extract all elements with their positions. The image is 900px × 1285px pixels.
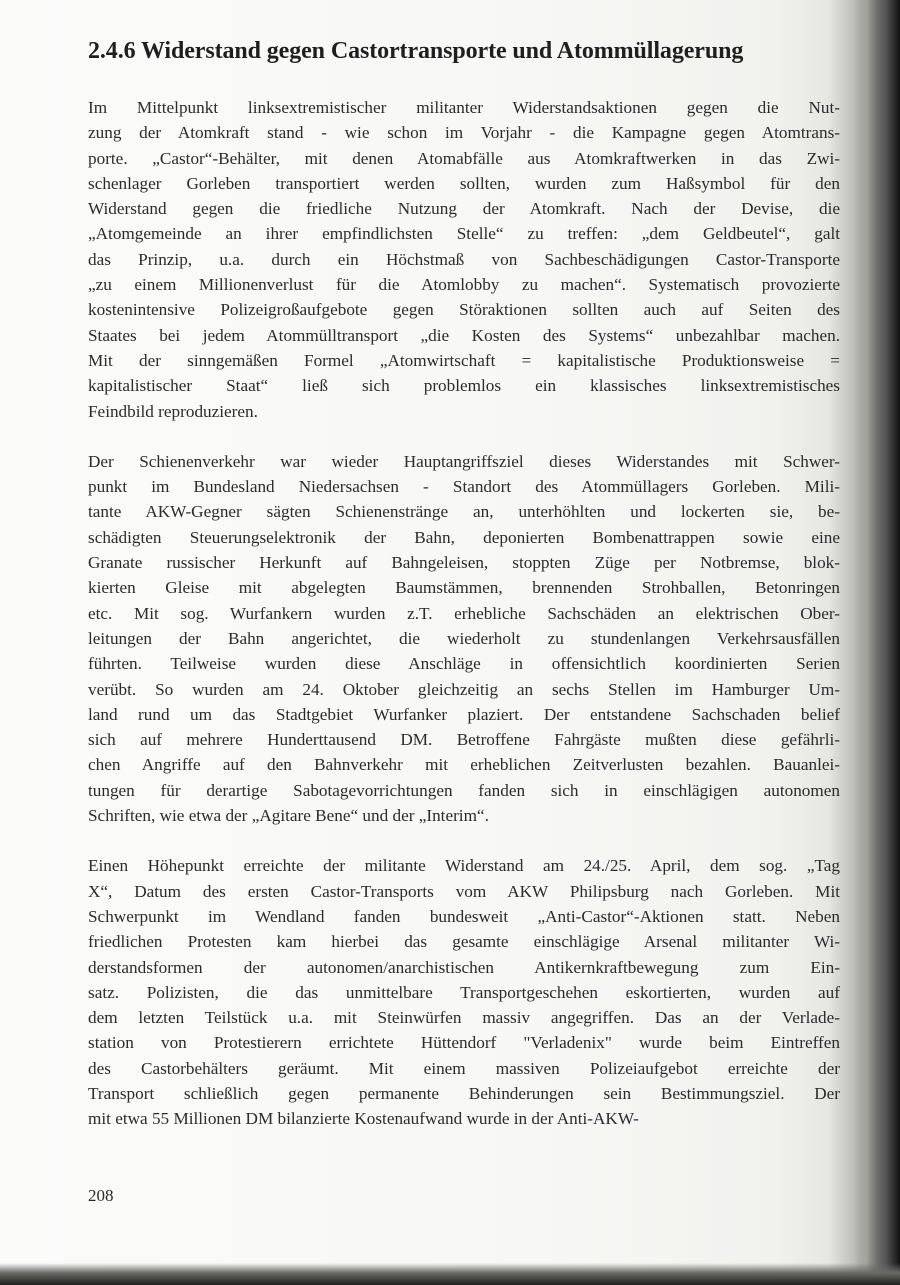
text-line: zung der Atomkraft stand - wie schon im Vorjahr - die Kampagne gegen Atomtrans-: [88, 123, 840, 143]
paragraph-gap: [88, 828, 840, 853]
text-line: land rund um das Stadtgebiet Wurfanker plaziert. Der entstandene Sachschaden belief: [88, 704, 840, 724]
text-line: punkt im Bundesland Niedersachsen - Standort des Atommüllagers Gorleben. Mili-: [88, 477, 840, 497]
text-line: Schwerpunkt im Wendland fanden bundesweit „Anti-Castor“-Aktionen statt. Neben: [88, 906, 840, 926]
text-line: kostenintensive Polizeigroßaufgebote gegen Störaktionen sollten auch auf Seiten des: [88, 300, 840, 320]
page-number: 208: [88, 1186, 114, 1205]
paragraph-gap: [88, 424, 840, 449]
section-heading: 2.4.6 Widerstand gegen Castortransporte und Atommüllagerung: [88, 38, 744, 64]
text-line: „Atomgemeinde an ihrer empfindlichsten Stelle“ zu treffen: „dem Geldbeutel“, galt: [88, 224, 840, 244]
text-line: friedlichen Protesten kam hierbei das gesamte einschlägige Arsenal militanter Wi-: [88, 932, 840, 952]
text-line: schenlager Gorleben transportiert werden sollten, wurden zum Haßsymbol für den: [88, 173, 840, 193]
text-line: Feindbild reproduzieren.: [88, 401, 258, 421]
paragraph: [88, 449, 840, 828]
text-line: Transport schließlich gegen permanente Behinderungen sein Bestimmungsziel. Der: [88, 1083, 840, 1103]
text-line: das Prinzip, u.a. durch ein Höchstmaß von Sachbeschädigungen Castor-Transporte: [88, 249, 840, 269]
paragraph: [88, 853, 840, 1131]
book-spine-shadow: [852, 0, 900, 1285]
text-line: sich auf mehrere Hunderttausend DM. Betroffene Fahrgäste mußten diese gefährli-: [88, 730, 840, 750]
text-line: kierten Gleise mit abgelegten Baumstämmen, brennenden Strohballen, Betonringen: [88, 578, 840, 598]
text-line: Der Schienenverkehr war wieder Hauptangriffsziel dieses Widerstandes mit Schwer-: [88, 451, 840, 471]
text-line: mit etwa 55 Millionen DM bilanzierte Kostenaufwand wurde in der Anti-AKW-: [88, 1109, 639, 1129]
text-line: Widerstand gegen die friedliche Nutzung der Atomkraft. Nach der Devise, die: [88, 199, 840, 219]
text-line: derstandsformen der autonomen/anarchistischen Antikernkraftbewegung zum Ein-: [88, 957, 840, 977]
text-line: leitungen der Bahn angerichtet, die wiederholt zu stundenlangen Verkehrsausfällen: [88, 628, 840, 648]
text-line: chen Angriffe auf den Bahnverkehr mit erheblichen Zeitverlusten bezahlen. Bauanlei-: [88, 755, 840, 775]
paragraph: [88, 95, 840, 424]
text-line: verübt. So wurden am 24. Oktober gleichzeitig an sechs Stellen im Hamburger Um-: [88, 679, 840, 699]
text-line: „zu einem Millionenverlust für die Atomlobby zu machen“. Systematisch provozierte: [88, 275, 840, 295]
text-line: tante AKW-Gegner sägten Schienenstränge an, unterhöhlten und lockerten sie, be-: [88, 502, 840, 522]
text-line: tungen für derartige Sabotagevorrichtungen fanden sich in einschlägigen autonomen: [88, 780, 840, 800]
text-line: dem letzten Teilstück u.a. mit Steinwürfen massiv angegriffen. Das an der Verlade-: [88, 1008, 840, 1028]
text-line: X“, Datum des ersten Castor-Transports vom AKW Philipsburg nach Gorleben. Mit: [88, 881, 840, 901]
page-bottom-edge: [0, 1263, 900, 1285]
page-content: [88, 38, 840, 1132]
text-line: kapitalistischer Staat“ ließ sich problemlos ein klassisches linksextremistisches: [88, 376, 840, 396]
body-text: [88, 95, 840, 1132]
text-line: Im Mittelpunkt linksextremistischer militanter Widerstandsaktionen gegen die Nut-: [88, 98, 840, 117]
text-line: station von Protestierern errichtete Hüttendorf "Verladenix" wurde beim Eintreffen: [88, 1033, 840, 1053]
text-line: Staates bei jedem Atommülltransport „die Kosten des Systems“ unbezahlbar machen.: [88, 325, 840, 345]
text-line: führten. Teilweise wurden diese Anschläge in offensichtlich koordinierten Serien: [88, 654, 840, 674]
text-line: Einen Höhepunkt erreichte der militante Widerstand am 24./25. April, dem sog. „Tag: [88, 856, 840, 876]
text-line: satz. Polizisten, die das unmittelbare Transportgeschehen eskortierten, wurden auf: [88, 982, 840, 1002]
text-line: Schriften, wie etwa der „Agitare Bene“ und der „Interim“.: [88, 806, 489, 826]
text-line: des Castorbehälters geräumt. Mit einem massiven Polizeiaufgebot erreichte der: [88, 1058, 840, 1078]
text-line: Mit der sinngemäßen Formel „Atomwirtschaft = kapitalistische Produktionsweise =: [88, 350, 840, 370]
text-line: etc. Mit sog. Wurfankern wurden z.T. erhebliche Sachschäden an elektrischen Ober-: [88, 603, 840, 623]
text-line: schädigten Steuerungselektronik der Bahn, deponierten Bombenattrappen sowie eine: [88, 527, 840, 547]
text-line: Granate russischer Herkunft auf Bahngeleisen, stoppten Züge per Notbremse, blok-: [88, 553, 840, 573]
text-line: porte. „Castor“-Behälter, mit denen Atomabfälle aus Atomkraftwerken in das Zwi-: [88, 148, 840, 168]
